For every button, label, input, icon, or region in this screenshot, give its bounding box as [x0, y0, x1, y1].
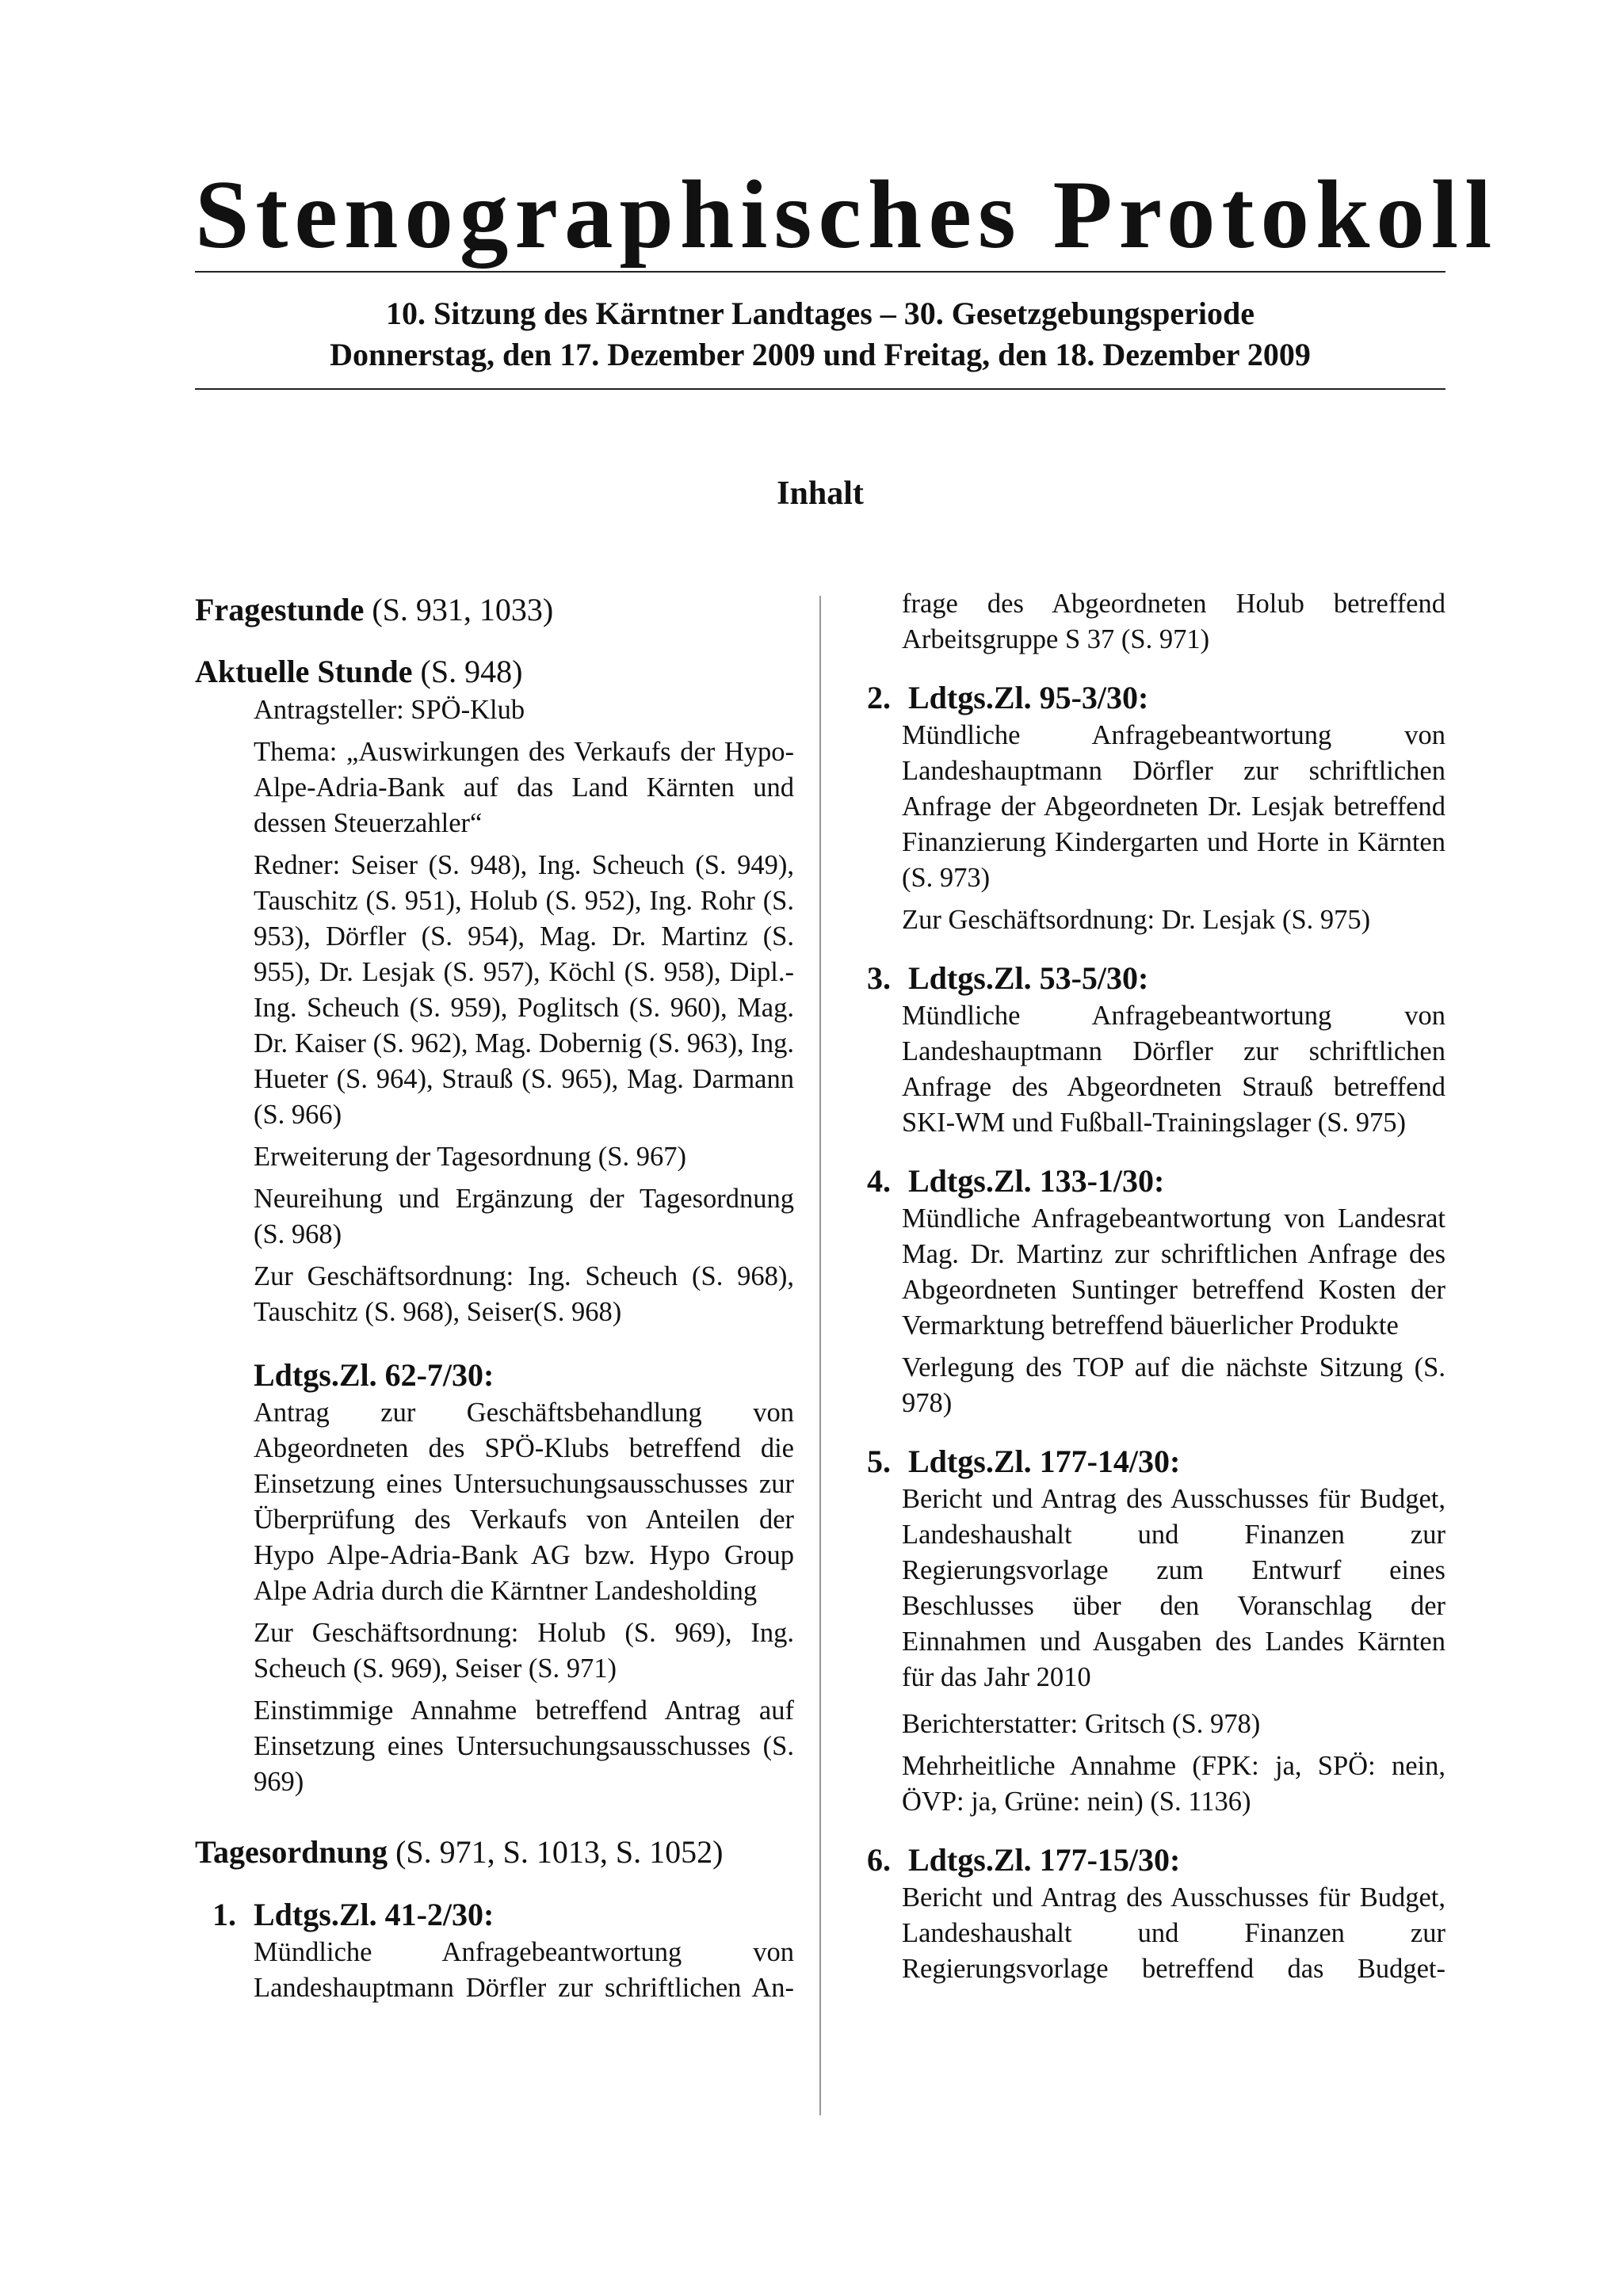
left-column — [195, 586, 794, 2006]
item-number: 6. — [867, 1842, 891, 1878]
section-fragestunde — [195, 589, 794, 631]
section-pages: (S. 971, S. 1013, S. 1052) — [388, 1834, 724, 1870]
item-text: Mündliche Anfragebeantwortung von Landeshauptmann Dörfler zur schriftlichen Anfrage der Abgeordneten Dr. Lesjak betreffend Finanzierung Kindergarten und Horte in Kärnten (S. 973) — [902, 720, 1445, 893]
item-code: Ldtgs.Zl. 53-5/30: — [908, 960, 1149, 996]
item-code: Ldtgs.Zl. 95-3/30: — [908, 680, 1149, 715]
item-text: Bericht und Antrag des Ausschusses für Budget, Landeshaushalt und Finanzen zur Regierungsvorlage zum Entwurf eines Beschlusses über den Voranschlag der Einnahmen und Ausgaben des Landes Kärnten für das Jahr 2010 — [902, 1484, 1445, 1692]
neureihung-text: Neureihung und Ergänzung der Tagesordnung (S. 968) — [254, 1184, 794, 1249]
section-label: Fragestunde — [195, 592, 365, 627]
item-code: Ldtgs.Zl. 133-1/30: — [908, 1163, 1165, 1199]
title-rule — [195, 271, 1445, 273]
item-text: Mündliche Anfragebeantwortung von Landeshauptmann Dörfler zur schriftlichen Anfrage des Abgeordneten Strauß betreffend SKI-WM und Fußball-Trainingslager (S. 975) — [902, 1001, 1445, 1138]
item-code: Ldtgs.Zl. 41-2/30: — [254, 1897, 495, 1932]
item-text: Bericht und Antrag des Ausschusses für Budget, Landeshaushalt und Finanzen zur Regierungsvorlage betreffend das Budget- — [902, 1882, 1445, 1984]
item-heading-4 — [867, 1161, 1445, 1201]
item-code: Ldtgs.Zl. 177-15/30: — [908, 1842, 1181, 1878]
section-aktuelle-stunde — [195, 651, 794, 692]
annahme-text: Einstimmige Annahme betreffend Antrag auf Einsetzung eines Untersuchungsausschusses (S. 969) — [254, 1695, 794, 1797]
item-heading-1 — [212, 1895, 794, 1935]
antragsteller-text: Antragsteller: SPÖ-Klub — [254, 695, 525, 725]
column-divider — [819, 596, 821, 2115]
item-heading-6 — [867, 1840, 1445, 1880]
item-text: Mündliche Anfragebeantwortung von Landeshauptmann Dörfler zur schriftlichen An- — [254, 1937, 794, 2003]
section-tagesordnung — [195, 1832, 794, 1873]
item-text-continued: frage des Abgeordneten Holub betreffend Arbeitsgruppe S 37 (S. 971) — [902, 589, 1445, 654]
annahme-text: Mehrheitliche Annahme (FPK: ja, SPÖ: nein, ÖVP: ja, Grüne: nein) (S. 1136) — [902, 1751, 1445, 1817]
item-text: Mündliche Anfragebeantwortung von Landesrat Mag. Dr. Martinz zur schriftlichen Anfrage des Abgeordneten Suntinger betreffend Kosten der Vermarktung betreffend bäuerlicher Produkte — [902, 1203, 1445, 1341]
item-number: 5. — [867, 1444, 891, 1479]
geschaeftsordnung-text: Zur Geschäftsordnung: Dr. Lesjak (S. 975) — [902, 905, 1371, 935]
geschaeftsordnung-text: Zur Geschäftsordnung: Ing. Scheuch (S. 968), Tauschitz (S. 968), Seiser(S. 968) — [254, 1261, 794, 1327]
thema-text: Thema: „Auswirkungen des Verkaufs der Hypo-Alpe-Adria-Bank auf das Land Kärnten und dessen Steuerzahler“ — [254, 737, 794, 838]
section-pages: (S. 931, 1033) — [364, 592, 554, 627]
section-label: Tagesordnung — [195, 1834, 388, 1870]
date-subtitle: Donnerstag, den 17. Dezember 2009 und Freitag, den 18. Dezember 2009 — [330, 337, 1311, 372]
item-code: Ldtgs.Zl. 177-14/30: — [908, 1444, 1181, 1479]
subtitle-rule — [195, 388, 1445, 390]
item-number: 2. — [867, 680, 891, 715]
session-subtitle: 10. Sitzung des Kärntner Landtages – 30. Gesetzgebungsperiode — [386, 296, 1254, 331]
geschaeftsordnung-text: Zur Geschäftsordnung: Holub (S. 969), Ing. Scheuch (S. 969), Seiser (S. 971) — [254, 1618, 794, 1684]
erweiterung-text: Erweiterung der Tagesordnung (S. 967) — [254, 1142, 686, 1172]
item-heading-3 — [867, 959, 1445, 998]
redner-text: Redner: Seiser (S. 948), Ing. Scheuch (S. 949), Tauschitz (S. 951), Holub (S. 952), Ing. Rohr (S. 953), Dörfler (S. 954), Mag. Dr. Martinz (S. 955), Dr. Lesjak (S. 957), Köchl (S. 958), Dipl.-Ing. Scheuch (S. 959), Poglitsch (S. 960), Mag. Dr. Kaiser (S. 962), Mag. Dobernig (S. 963), Ing. Hueter (S. 964), Strauß (S. 965), Mag. Darmann (S. 966) — [254, 850, 794, 1130]
contents-heading: Inhalt — [777, 475, 864, 512]
verlegung-text: Verlegung des TOP auf die nächste Sitzung (S. 978) — [902, 1352, 1445, 1418]
item-heading: Ldtgs.Zl. 62-7/30: — [254, 1357, 495, 1393]
item-number: 3. — [867, 960, 891, 996]
section-pages: (S. 948) — [412, 654, 523, 689]
section-label: Aktuelle Stunde — [195, 654, 413, 689]
item-number: 4. — [867, 1163, 891, 1199]
item-text: Antrag zur Geschäftsbehandlung von Abgeordneten des SPÖ-Klubs betreffend die Einsetzung eines Untersuchungsausschusses zur Überprüfung des Verkaufs von Anteilen der Hypo Alpe-Adria-Bank AG bzw. Hypo Group Alpe Adria durch die Kärntner Landesholding — [254, 1398, 794, 1606]
document-title: Stenographisches Protokoll — [195, 160, 1499, 269]
berichterstatter-text: Berichterstatter: Gritsch (S. 978) — [902, 1709, 1261, 1739]
item-heading-2 — [867, 678, 1445, 718]
item-number: 1. — [212, 1897, 236, 1932]
item-heading-5 — [867, 1442, 1445, 1482]
right-column — [867, 586, 1445, 1987]
